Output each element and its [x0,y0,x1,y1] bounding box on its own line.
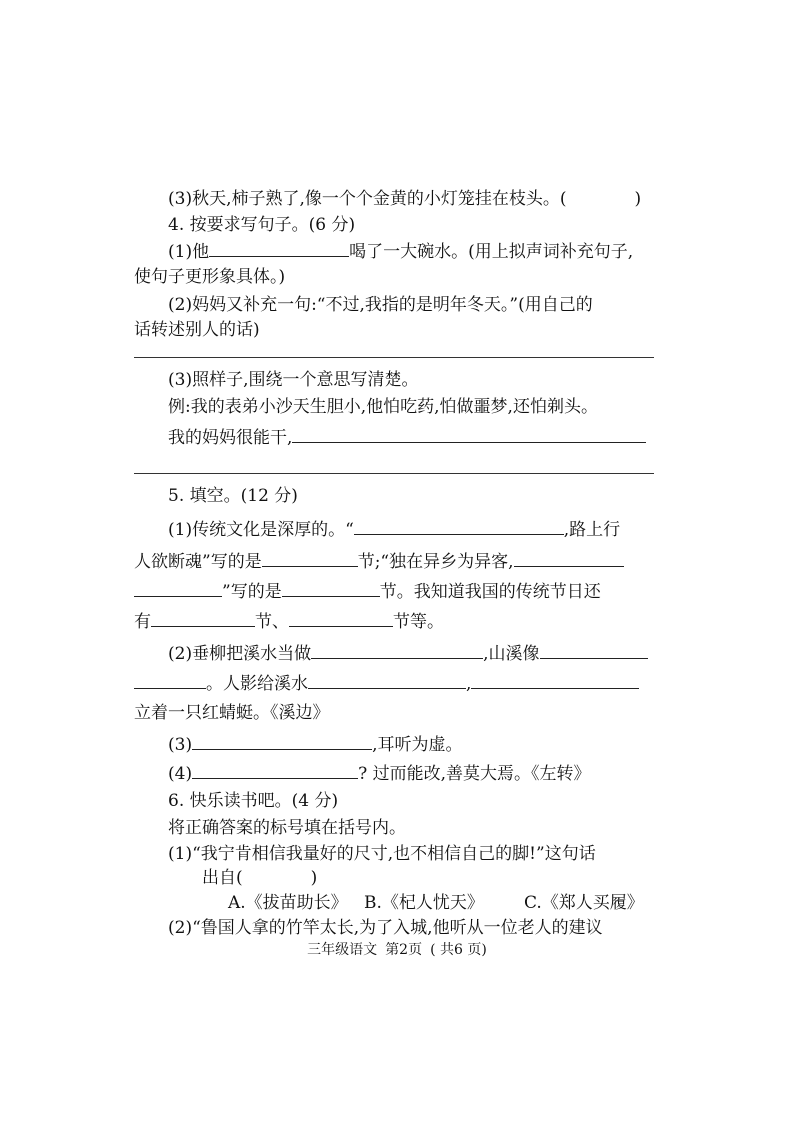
q5-item-1-line3 [134,580,601,603]
q4-item-3-answer-line[interactable] [134,473,654,474]
q6-option-c[interactable]: C.《郑人买履》 [524,893,644,913]
q5-blank[interactable] [289,610,393,627]
q5-blank[interactable] [514,550,624,567]
q4-item-3-prompt-text: 我的妈妈很能干, [168,428,293,448]
q5-text: 节、 [255,612,289,632]
q4-item-1-cont: 使句子更形象具体。) [134,267,286,287]
q5-blank[interactable] [262,550,358,567]
q4-item-3-blank[interactable] [292,426,646,443]
q4-item-1 [168,240,633,263]
q5-item-2-line3: 立着一只红蜻蜓。《溪边》 [134,703,330,723]
q4-item-2-answer-line[interactable] [134,357,654,358]
q5-text: ”写的是 [222,582,282,602]
q5-text: 节;“独在异乡为异客, [357,552,514,572]
q4-item-1-suffix: 喝了一大碗水。(用上拟声词补充句子, [349,242,634,262]
q5-text: , [466,674,472,694]
q5-blank[interactable] [134,672,206,689]
q6-item-2-line1: (2)“鲁国人拿的竹竿太长,为了入城,他听从一位老人的建议 [168,918,603,938]
q4-item-2-line2: 话转述别人的话) [134,320,260,340]
q5-item-2-line2 [134,672,639,695]
footer-subject: 三年级语文 [307,942,378,958]
q5-text: 节等。 [393,612,444,632]
q6-instruction: 将正确答案的标号填在括号内。 [168,818,406,838]
q5-item-3 [168,733,463,756]
q4-item-1-prefix: (1)他 [168,242,210,262]
q5-text: ? 过而能改,善莫大焉。《左转》 [358,764,591,784]
q5-blank[interactable] [192,733,372,750]
q5-blank[interactable] [134,580,222,597]
q4-item-2-line1: (2)妈妈又补充一句:“不过,我指的是明年冬天。”(用自己的 [168,295,593,315]
q4-item-3-title: (3)照样子,围绕一个意思写清楚。 [168,370,419,390]
q5-blank[interactable] [308,672,466,689]
q5-text: (1)传统文化是深厚的。“ [168,520,354,540]
footer-page: 第2页 [385,942,423,958]
q6-item-1-line2: 出自( ) [202,868,318,888]
q5-blank[interactable] [151,610,255,627]
q5-item-1-line4 [134,610,444,633]
page-footer [0,941,794,959]
q5-title: 5. 填空。(12 分) [168,486,298,506]
q5-text: 节。我知道我国的传统节日还 [379,582,601,602]
q5-text: (2)垂柳把溪水当做 [168,644,312,664]
footer-total: ( 共6 页) [430,942,487,958]
q5-blank[interactable] [540,642,648,659]
q5-blank[interactable] [282,580,380,597]
q5-blank[interactable] [354,518,564,535]
q3-item-3-text: (3)秋天,柿子熟了,像一个个金黄的小灯笼挂在枝头。( ) [168,189,642,209]
q4-item-3-prompt [168,426,646,449]
q5-text: (4) [168,764,193,784]
q5-item-1-line1 [168,518,620,541]
q5-item-1-line2 [134,550,624,573]
q6-title: 6. 快乐读书吧。(4 分) [168,791,339,811]
q3-item-3 [168,188,641,210]
q4-title: 4. 按要求写句子。(6 分) [168,215,356,235]
q5-text: ,山溪像 [483,644,540,664]
q5-blank[interactable] [192,762,358,779]
q6-option-a[interactable]: A.《拔苗助长》 [228,893,348,913]
q5-item-4 [168,762,591,785]
q5-text: 。人影给溪水 [206,674,308,694]
q5-text: ,耳听为虚。 [372,735,463,755]
q5-text: (3) [168,735,193,755]
q5-blank[interactable] [311,642,483,659]
q5-text: 有 [134,612,151,632]
q5-text: ,路上行 [563,520,621,540]
q5-item-2-line1 [168,642,648,665]
q5-blank[interactable] [471,672,639,689]
q5-text: 人欲断魂”写的是 [134,552,262,572]
q4-item-3-example: 例:我的表弟小沙天生胆小,他怕吃药,怕做噩梦,还怕剃头。 [168,397,598,417]
q6-option-b[interactable]: B.《杞人忧天》 [364,893,484,913]
q6-item-1-line1: (1)“我宁肯相信我量好的尺寸,也不相信自己的脚!”这句话 [168,844,596,864]
q4-item-1-blank[interactable] [209,240,349,257]
